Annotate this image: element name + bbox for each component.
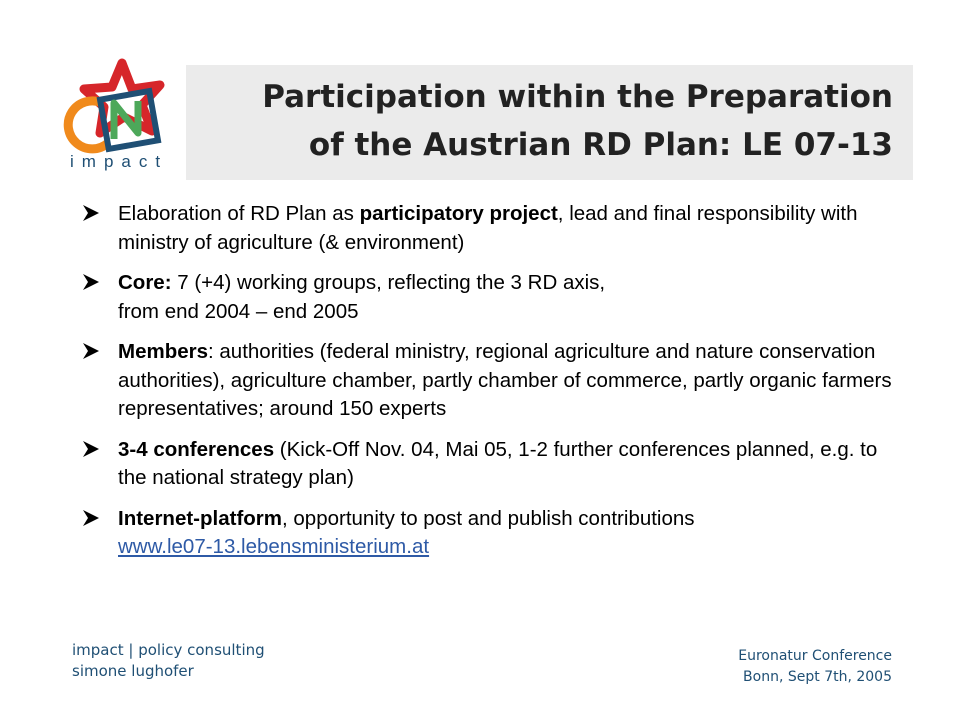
arrow-bullet-icon — [82, 342, 100, 360]
bullet-item — [82, 505, 902, 562]
title-line-1: Participation within the Preparation — [262, 79, 893, 115]
page-title — [262, 73, 893, 169]
bullet-item — [82, 338, 902, 424]
bullet-text-post: : authorities (federal ministry, regional agriculture and nature conservation authorities), agriculture chamber, partly chamber of commerce, partly organic farmers representatives; around 150 experts — [118, 340, 892, 420]
title-line-2: of the Austrian RD Plan: LE 07-13 — [308, 127, 893, 163]
website-link[interactable]: www.le07-13.lebensministerium.at — [118, 535, 430, 558]
bullet-text-bold: participatory project — [359, 202, 558, 225]
footer-left — [72, 640, 265, 682]
bullet-text-line2: from end 2004 – end 2005 — [118, 299, 359, 323]
logo-text: impact — [70, 152, 169, 171]
bullet-text — [118, 436, 902, 493]
bullet-text-bold: Internet-platform — [118, 506, 282, 530]
bullet-text-pre: Elaboration of RD Plan as — [118, 202, 360, 225]
bullet-text — [118, 338, 902, 424]
arrow-bullet-icon — [82, 204, 100, 222]
bullet-text-post: , lead and final responsibility with ministry of agriculture (& environment) — [118, 202, 858, 254]
bullet-text-post: 7 (+4) working groups, reflecting the 3 RD axis, — [171, 271, 606, 294]
footer-author: simone lughofer — [72, 662, 194, 680]
arrow-bullet-icon — [82, 440, 100, 458]
bullet-text — [118, 505, 902, 562]
bullet-text-post: (Kick-Off Nov. 04, Mai 05, 1-2 further conferences planned, e.g. to the national strategy plan) — [118, 437, 878, 489]
bullet-text — [118, 200, 902, 257]
arrow-bullet-icon — [82, 509, 100, 527]
footer-right — [738, 646, 892, 688]
bullet-text-bold: Members — [118, 340, 209, 363]
bullet-item — [82, 436, 902, 493]
bullet-text-post: , opportunity to post and publish contributions — [282, 506, 695, 530]
bullet-text — [118, 269, 902, 326]
footer-date: Bonn, Sept 7th, 2005 — [743, 669, 892, 685]
bullet-text-bold: 3-4 conferences — [118, 437, 275, 461]
footer-company: impact | policy consulting — [72, 641, 265, 659]
bullet-text-bold: Core: — [118, 271, 172, 294]
bullet-list — [82, 200, 902, 574]
arrow-bullet-icon — [82, 273, 100, 291]
footer-event: Euronatur Conference — [738, 648, 892, 664]
bullet-item — [82, 200, 902, 257]
title-box — [186, 65, 913, 180]
bullet-item — [82, 269, 902, 326]
